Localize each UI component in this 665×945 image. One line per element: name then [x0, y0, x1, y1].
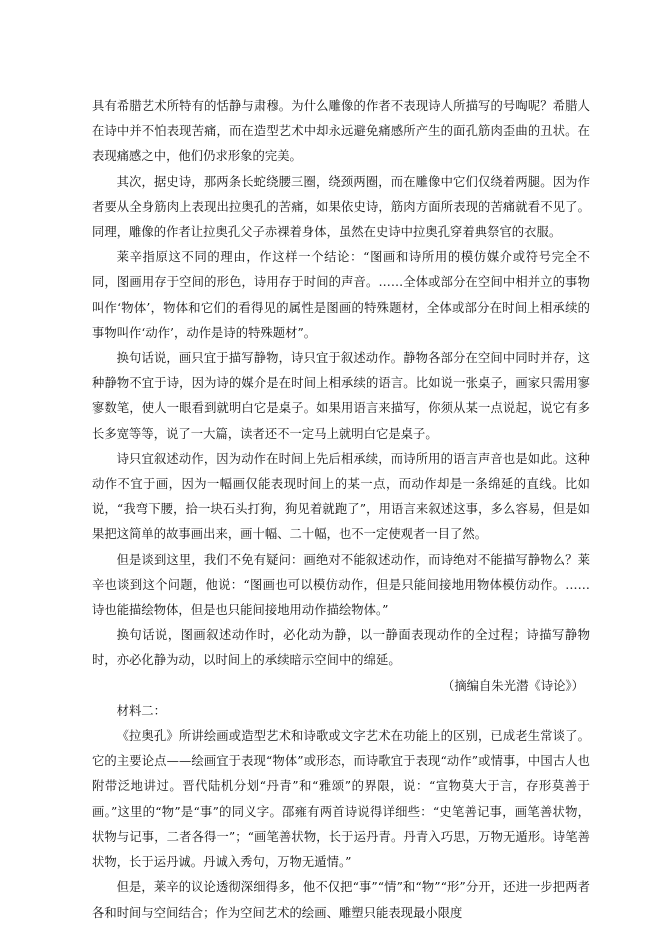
paragraph-6: 但是谈到这里，我们不免有疑问：画绝对不能叙述动作，而诗绝对不能描写静物么？莱辛也谈到这个问题，他说：“图画也可以模仿动作，但是只能间接地用物体模仿动作。……诗也能描绘物体，但是也只能间接地用动作描绘物体。”: [92, 552, 590, 618]
paragraph-2: 其次，据史诗，那两条长蛇绕腰三圈，绕颈两圈，而在雕像中它们仅绕着两腿。因为作者要从全身筋肉上表现出拉奥孔的苦痛，如果依史诗，筋肉方面所表现的苦痛就看不见了。同理，雕像的作者让拉奥孔父子赤裸着身体，虽然在史诗中拉奥孔穿着典祭官的衣服。: [92, 174, 590, 240]
paragraph-9: 但是，莱辛的议论透彻深细得多，他不仅把“事”“情”和“物”“形”分开，还进一步把两者各和时间与空间结合；作为空间艺术的绘画、雕塑只能表现最小限度: [92, 880, 590, 920]
paragraph-1: 具有希腊艺术所特有的恬静与肃穆。为什么雕像的作者不表现诗人所描写的号啕呢？希腊人在诗中并不怕表现苦痛，而在造型艺术中却永远避免痛感所产生的面孔筋肉歪曲的丑状。在表现痛感之中，他们仍求形象的完美。: [92, 99, 590, 164]
paragraph-8: 《拉奥孔》所讲绘画或造型艺术和诗歌或文字艺术在功能上的区别，已成老生常谈了。它的主要论点——绘画宜于表现“物体”或形态，而诗歌宜于表现“动作”或情事，中国古人也附带泛地讲过。晋代陆机分划“丹青”和“雅颂”的界限，说：“宣物莫大于言，存形莫善于画。”这里的“物”是“事”的同义字。邵雍有两首诗说得详细些：“史笔善记事，画笔善状物，状物与记事，二者各得一”；“画笔善状物，长于运丹青。丹青入巧思，万物无遁形。诗笔善状物，长于运丹诚。丹诚入秀句，万物无遁情。”: [92, 729, 590, 870]
paragraph-5: 诗只宜叙述动作，因为动作在时间上先后相承续，而诗所用的语言声音也是如此。这种动作不宜于画，因为一幅画仅能表现时间上的某一点，而动作却是一条绵延的直线。比如说，“我弯下腰，拾一块石头打狗，狗见着就跑了”，用语言来叙述这事，多么容易，但是如果把这简单的故事画出来，画十幅、二十幅，也不一定使观者一目了然。: [92, 451, 590, 542]
paragraph-4: 换句话说，画只宜于描写静物，诗只宜于叙述动作。静物各部分在空间中同时并存，这种静物不宜于诗，因为诗的媒介是在时间上相承续的语言。比如说一张桌子，画家只需用寥寥数笔，使人一眼看到就明白它是桌子。如果用语言来描写，你须从某一点说起，说它有多长多宽等等，说了一大篇，读者还不一定马上就明白它是桌子。: [92, 351, 590, 441]
source-citation: （摘编自朱光潜《诗论》）: [441, 678, 584, 693]
paragraph-7: 换句话说，图画叙述动作时，必化动为静，以一静面表现动作的全过程；诗描写静物时，亦必化静为动，以时间上的承续暗示空间中的绵延。: [92, 628, 590, 668]
paragraph-3: 莱辛指原这不同的理由，作这样一个结论：“图画和诗所用的模仿媒介或符号完全不同，图画用存于空间的形色，诗用存于时间的声音。……全体或部分在空间中相并立的事物叫作‘物体’，物体和它们的看得见的属性是图画的特殊题材，全体或部分在时间上相承续的事物叫作‘动作’，动作是诗的特殊题材”。: [92, 250, 590, 340]
document-body: [92, 94, 590, 926]
section-heading-material-2: 材料二：: [116, 703, 166, 718]
